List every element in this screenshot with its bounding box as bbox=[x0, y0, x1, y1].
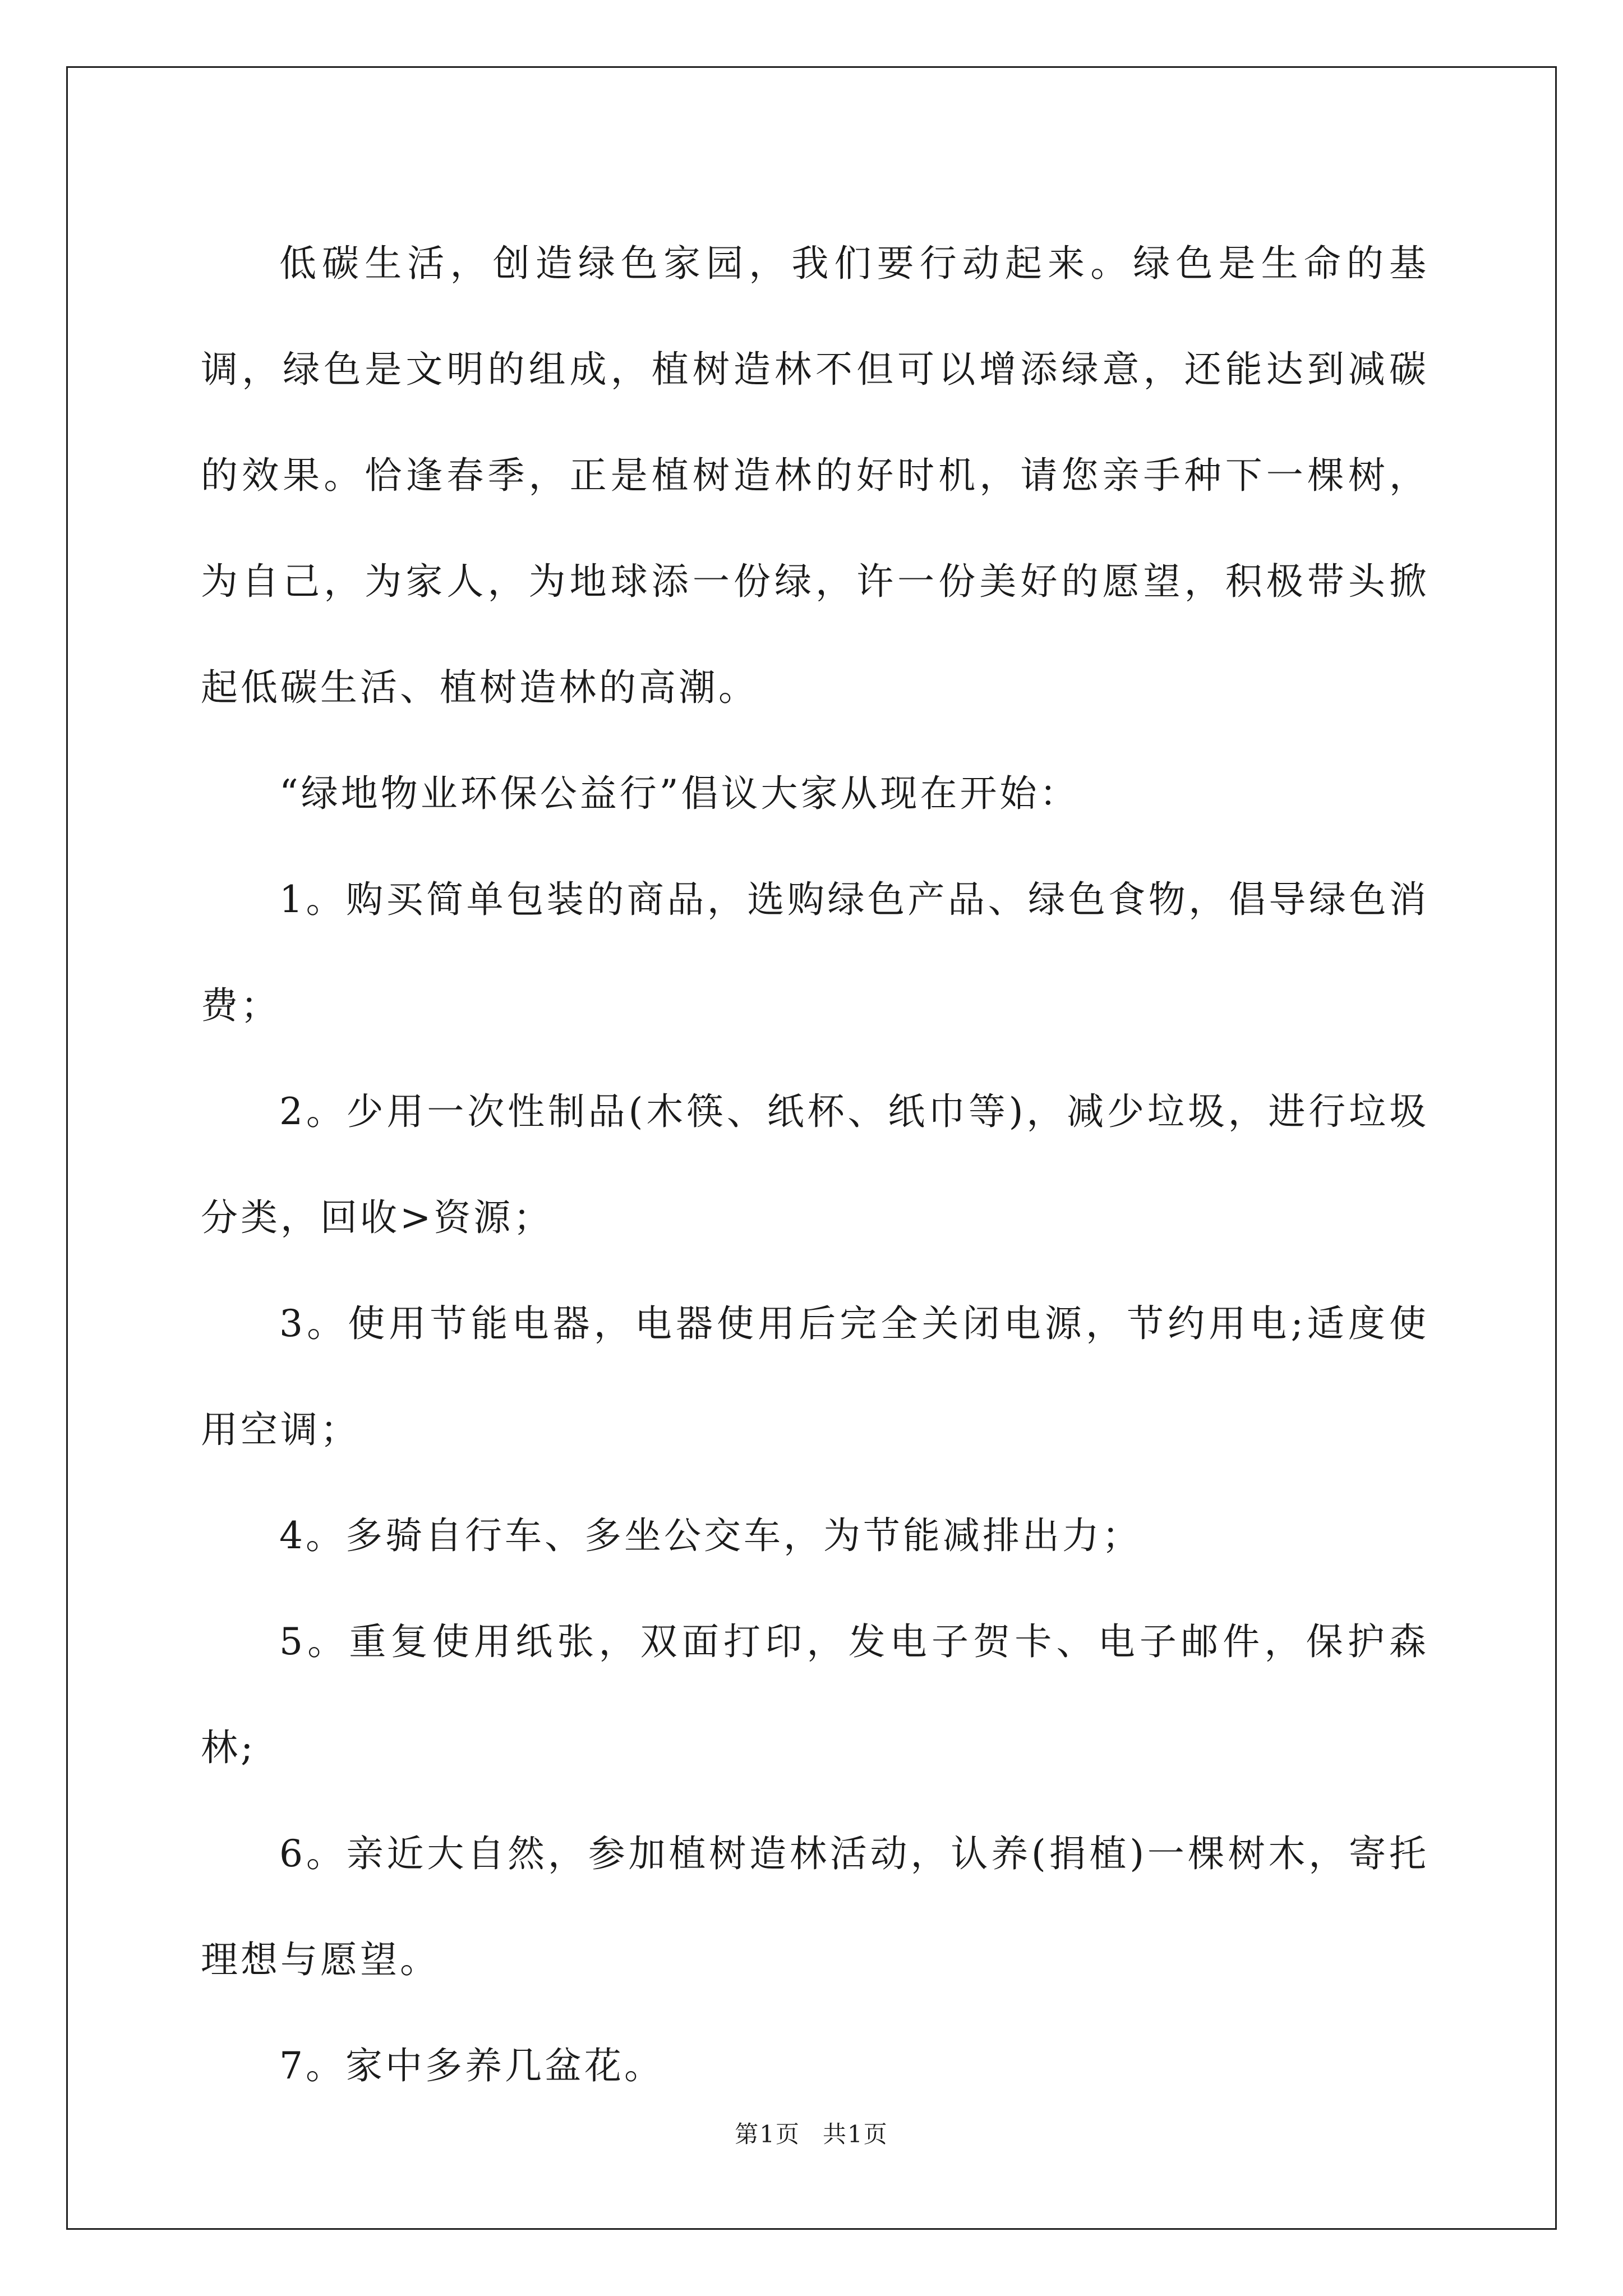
page-footer bbox=[0, 2118, 1623, 2151]
list-item: 7。家中多养几盆花。 bbox=[279, 2044, 664, 2087]
list-item: 5。重复使用纸张，双面打印，发电子贺卡、电子邮件，保护森林; bbox=[201, 1620, 1429, 1769]
list-item: 3。使用节能电器，电器使用后完全关闭电源，节约用电;适度使用空调； bbox=[201, 1302, 1429, 1451]
paragraph-intro: 低碳生活，创造绿色家园，我们要行动起来。绿色是生命的基调，绿色是文明的组成，植树造林不但可以增添绿意，还能达到减碳的效果。恰逢春季，正是植树造林的好时机，请您亲手种下一棵树，为自己，为家人，为地球添一份绿，许一份美好的愿望，积极带头掀起低碳生活、植树造林的高潮。 bbox=[201, 242, 1429, 709]
document-body bbox=[201, 210, 1429, 2119]
paragraph-initiative: “绿地物业环保公益行”倡议大家从现在开始： bbox=[279, 772, 1080, 815]
list-item: 2。少用一次性制品(木筷、纸杯、纸巾等)，减少垃圾，进行垃圾分类，回收>资源； bbox=[201, 1090, 1429, 1239]
page-number-current: 第1页 bbox=[735, 2120, 800, 2148]
list-item: 4。多骑自行车、多坐公交车，为节能减排出力； bbox=[279, 1514, 1142, 1557]
page-number-total: 共1页 bbox=[823, 2120, 888, 2148]
list-item: 1。购买简单包装的商品，选购绿色产品、绿色食物，倡导绿色消费； bbox=[201, 878, 1429, 1027]
list-item: 6。亲近大自然，参加植树造林活动，认养(捐植)一棵树木，寄托理想与愿望。 bbox=[201, 1832, 1429, 1981]
